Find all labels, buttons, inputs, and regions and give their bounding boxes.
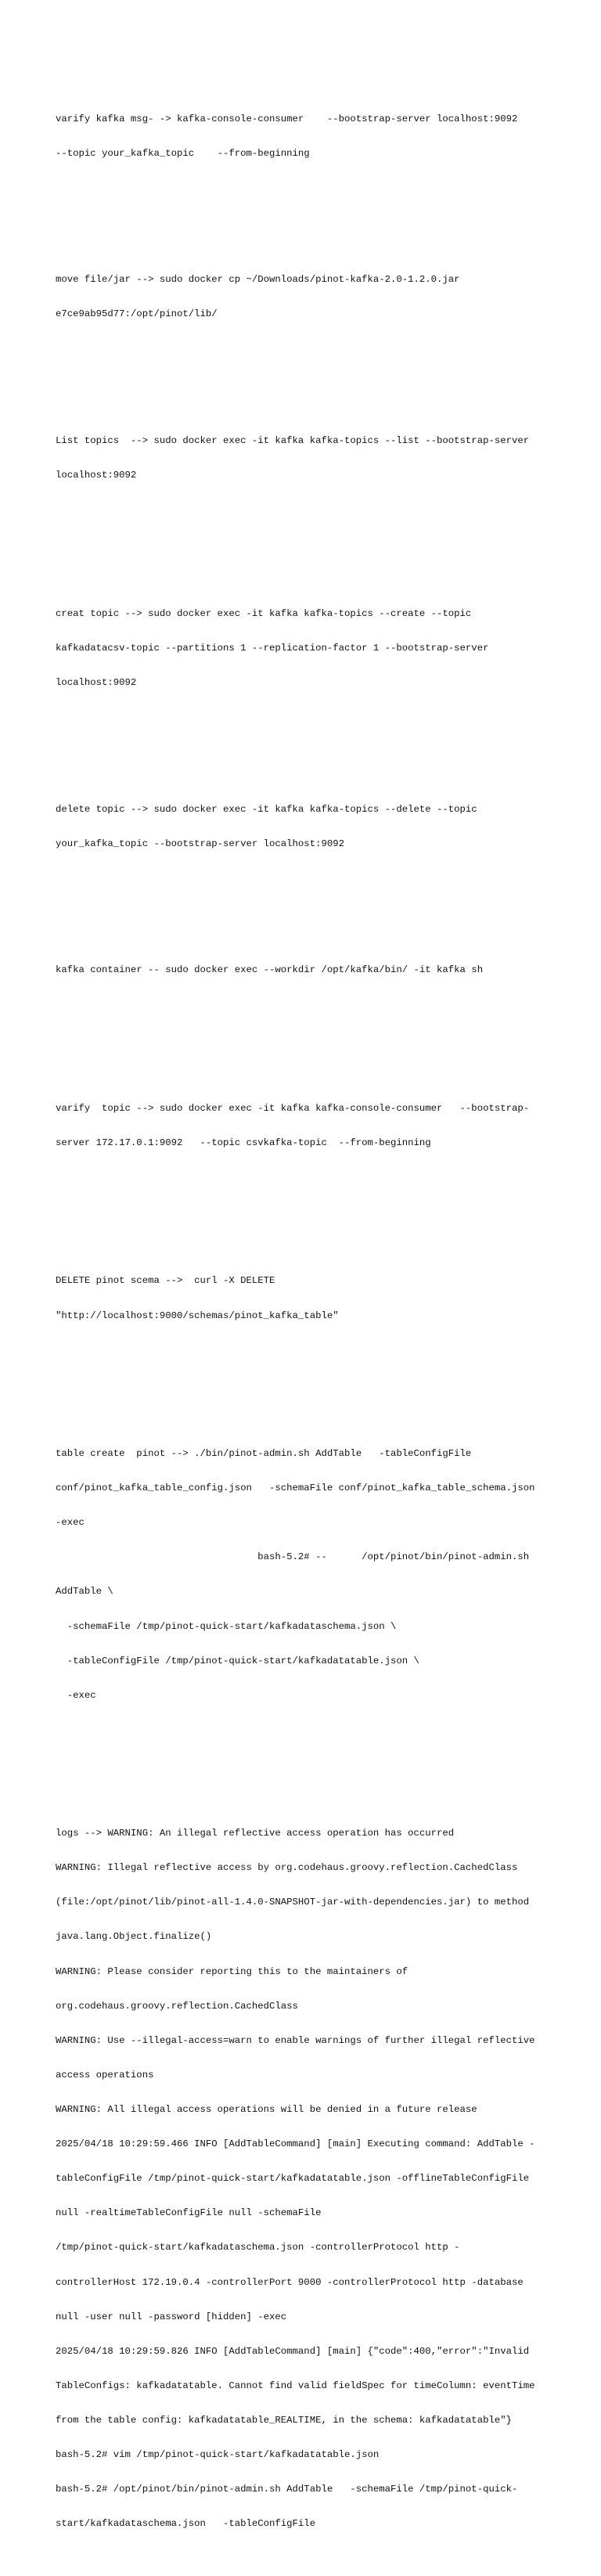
text-line: --topic your_kafka_topic --from-beginning (56, 147, 310, 159)
text-line: kafka container -- sudo docker exec --workdir /opt/kafka/bin/ -it kafka sh (56, 964, 484, 976)
text-line: delete topic --> sudo docker exec -it kafka kafka-topics --delete --topic (56, 803, 477, 815)
text-line: List topics --> sudo docker exec -it kafka kafka-topics --list --bootstrap-server (56, 435, 530, 447)
text-line: (file:/opt/pinot/lib/pinot-all-1.4.0-SNAPSHOT-jar-with-dependencies.jar) to method (56, 1897, 530, 1908)
text-line: bash-5.2# vim /tmp/pinot-quick-start/kafkadatatable.json (56, 2449, 380, 2461)
text-line: creat topic --> sudo docker exec -it kafka kafka-topics --create --topic (56, 607, 472, 619)
text-line: "http://localhost:9000/schemas/pinot_kafka_table" (56, 1310, 339, 1321)
text-line: move file/jar --> sudo docker cp ~/Downloads/pinot-kafka-2.0-1.2.0.jar (56, 274, 460, 286)
text-line: AddTable \ (56, 1586, 113, 1598)
text-line: conf/pinot_kafka_table_config.json -schemaFile conf/pinot_kafka_table_schema.json (56, 1483, 535, 1494)
text-line: WARNING: All illegal access operations will be denied in a future release (56, 2104, 477, 2116)
text-line: table create pinot --> ./bin/pinot-admin.sh AddTable -tableConfigFile (56, 1447, 472, 1459)
text-line: varify topic --> sudo docker exec -it kafka kafka-console-consumer --bootstrap- (56, 1102, 530, 1114)
kafka-container-note (56, 942, 549, 1000)
text-line: localhost:9092 (56, 676, 137, 688)
text-line: from the table config: kafkadatatable_REALTIME, in the schema: kafkadatatable"} (56, 2415, 512, 2426)
text-line: TableConfigs: kafkadatatable. Cannot find valid fieldSpec for timeColumn: eventTime (56, 2380, 535, 2391)
text-line: bash-5.2# -- /opt/pinot/bin/pinot-admin.sh (56, 1551, 530, 1563)
move-file-jar-note (56, 251, 549, 344)
table-create-note (56, 1425, 549, 1724)
text-line: WARNING: Please consider reporting this to the maintainers of (56, 1965, 408, 1977)
text-line: -exec (56, 1689, 96, 1701)
text-line: 2025/04/18 10:29:59.826 INFO [AddTableCommand] [main] {"code":400,"error":"Invalid (56, 2345, 530, 2357)
text-line: -exec (56, 1517, 85, 1529)
delete-pinot-schema-note (56, 1252, 549, 1345)
logs-note (56, 1805, 549, 2553)
text-line: WARNING: Use --illegal-access=warn to enable warnings of further illegal reflective (56, 2034, 535, 2046)
list-topics-note (56, 413, 549, 505)
text-line: access operations (56, 2069, 154, 2081)
text-line: -schemaFile /tmp/pinot-quick-start/kafkadataschema.json \ (56, 1620, 397, 1632)
text-line: bash-5.2# /opt/pinot/bin/pinot-admin.sh AddTable -schemaFile /tmp/pinot-quick- (56, 2484, 518, 2495)
text-line: e7ce9ab95d77:/opt/pinot/lib/ (56, 308, 218, 320)
text-line: null -user null -password [hidden] -exec (56, 2311, 287, 2322)
text-line: -tableConfigFile /tmp/pinot-quick-start/kafkadatatable.json \ (56, 1655, 419, 1666)
document-page (56, 56, 549, 2576)
text-line: logs --> WARNING: An illegal reflective access operation has occurred (56, 1828, 455, 1839)
text-line: server 172.17.0.1:9092 --topic csvkafka-topic --from-beginning (56, 1137, 431, 1148)
text-line: tableConfigFile /tmp/pinot-quick-start/kafkadatatable.json -offlineTableConfigFile (56, 2173, 530, 2185)
text-line: 2025/04/18 10:29:59.466 INFO [AddTableCommand] [main] Executing command: AddTable - (56, 2138, 535, 2150)
text-line: org.codehaus.groovy.reflection.CachedClass (56, 2000, 298, 2012)
text-line: start/kafkadataschema.json -tableConfigFile (56, 2518, 316, 2530)
delete-topic-note (56, 780, 549, 873)
text-line: your_kafka_topic --bootstrap-server localhost:9092 (56, 838, 344, 849)
text-line: varify kafka msg- -> kafka-console-consumer --bootstrap-server localhost:9092 (56, 113, 518, 124)
text-line: DELETE pinot scema --> curl -X DELETE (56, 1275, 275, 1287)
text-line: java.lang.Object.finalize() (56, 1931, 212, 1943)
verify-topic-note (56, 1079, 549, 1172)
text-line: null -realtimeTableConfigFile null -schemaFile (56, 2207, 322, 2219)
create-topic-note (56, 585, 549, 712)
text-line: localhost:9092 (56, 470, 137, 481)
text-line: controllerHost 172.19.0.4 -controllerPort 9000 -controllerProtocol http -database (56, 2276, 524, 2288)
text-line: WARNING: Illegal reflective access by org.codehaus.groovy.reflection.CachedClass (56, 1862, 518, 1874)
text-line: kafkadatacsv-topic --partitions 1 --replication-factor 1 --bootstrap-server (56, 642, 489, 654)
verify-kafka-msg-note (56, 90, 549, 182)
text-line: /tmp/pinot-quick-start/kafkadataschema.json -controllerProtocol http - (56, 2242, 460, 2254)
